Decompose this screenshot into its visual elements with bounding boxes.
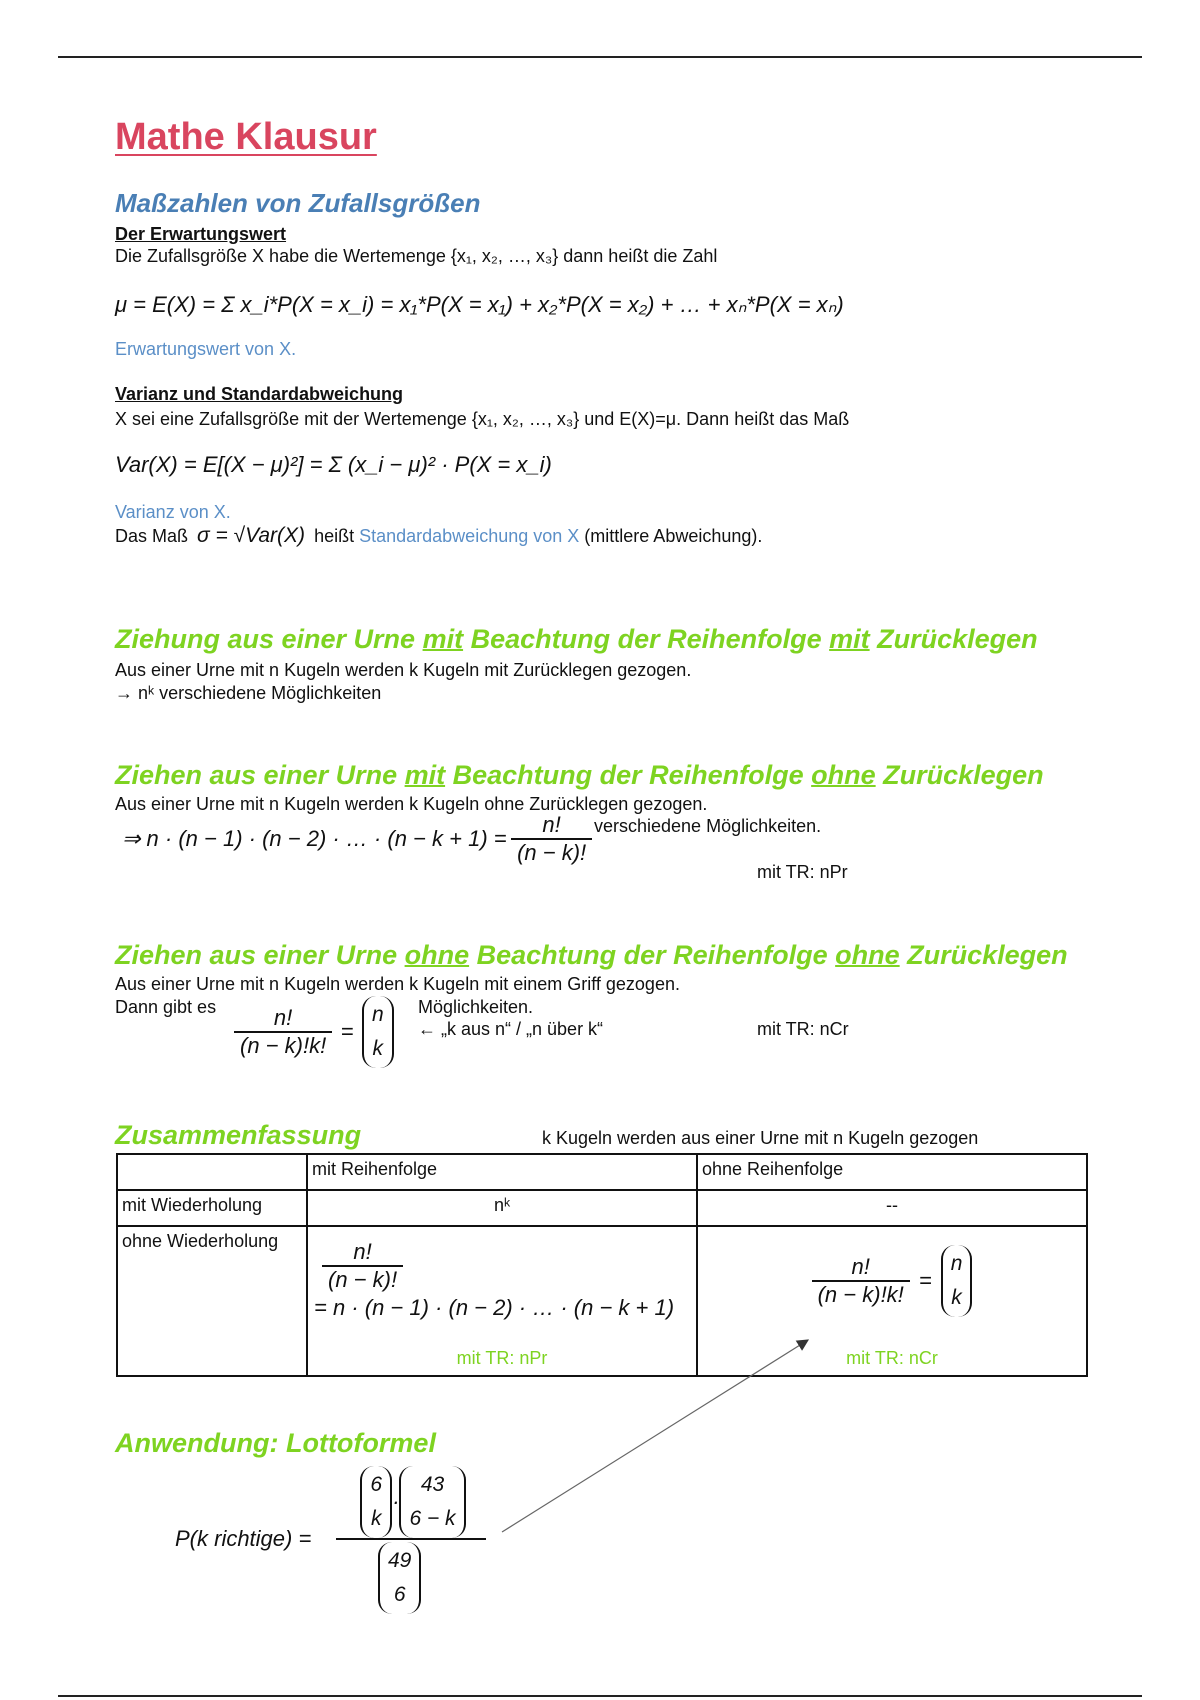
heading-underlined: mit bbox=[404, 760, 446, 790]
heading-underlined: mit bbox=[829, 624, 870, 654]
section3-line1: Aus einer Urne mit n Kugeln werden k Kugeln ohne Zurücklegen gezogen. bbox=[115, 794, 708, 814]
binom-top: n bbox=[950, 1252, 963, 1275]
heading-underlined: mit bbox=[422, 624, 464, 654]
subheading-erwartungswert: Der Erwartungswert bbox=[115, 224, 287, 244]
page-title: Mathe Klausur bbox=[115, 116, 377, 158]
erwartung-label: Erwartungswert von X. bbox=[115, 339, 297, 359]
summary-note: k Kugeln werden aus einer Urne mit n Kugeln gezogen bbox=[542, 1128, 979, 1148]
section4-line1: Aus einer Urne mit n Kugeln werden k Kugeln mit einem Griff gezogen. bbox=[115, 974, 680, 994]
varianz-intro: X sei eine Zufallsgröße mit der Wertemenge {x₁, x₂, …, x₃} und E(X)=μ. Dann heißt das Maß bbox=[115, 409, 850, 429]
heading-part: Zurücklegen bbox=[869, 624, 1038, 654]
fraction-numerator: n! bbox=[322, 1239, 403, 1267]
fraction-denominator: (n − k)!k! bbox=[817, 1282, 904, 1307]
binom-top: 43 bbox=[420, 1473, 445, 1496]
binom-bottom: k bbox=[372, 1037, 384, 1060]
binom-top: n bbox=[371, 1003, 384, 1026]
binom-bottom: 6 bbox=[393, 1583, 406, 1606]
fraction-numerator: n! bbox=[812, 1254, 910, 1282]
erwartung-formula: μ = E(X) = Σ x_i*P(X = x_i) = x₁*P(X = x₁) + x₂*P(X = x₂) + … + xₙ*P(X = xₙ) bbox=[115, 292, 844, 317]
std-suffix: (mittlere Abweichung). bbox=[584, 526, 763, 546]
fraction-denominator: (n − k)! bbox=[328, 1267, 398, 1292]
section4-tr: mit TR: nCr bbox=[757, 1019, 849, 1039]
section-heading-masszahlen: Maßzahlen von Zufallsgrößen bbox=[115, 188, 481, 218]
table-row-label-ohne-wiederholung: ohne Wiederholung bbox=[117, 1226, 307, 1376]
binom-bottom: 6 − k bbox=[409, 1507, 456, 1530]
section2-line2: → nᵏ verschiedene Möglichkeiten bbox=[115, 683, 382, 703]
fraction-numerator: n! bbox=[234, 1005, 332, 1033]
fraction-numerator: n! bbox=[511, 812, 592, 840]
section4-suffix1: Möglichkeiten. bbox=[418, 997, 534, 1017]
table-cell-n-hoch-k: nᵏ bbox=[307, 1190, 697, 1226]
lotto-heading: Anwendung: Lottoformel bbox=[115, 1428, 436, 1458]
binom-bottom: k bbox=[371, 1507, 382, 1530]
table-header-ohne-reihenfolge: ohne Reihenfolge bbox=[697, 1154, 1087, 1190]
table-permutation-product: = n · (n − 1) · (n − 2) · … · (n − k + 1) bbox=[314, 1295, 675, 1320]
heading-underlined: ohne bbox=[835, 940, 900, 970]
table-row-label-mit-wiederholung: mit Wiederholung bbox=[117, 1190, 307, 1226]
binom-top: 6 bbox=[370, 1473, 383, 1496]
table-tr-npr: mit TR: nPr bbox=[456, 1348, 548, 1368]
table-header-mit-reihenfolge: mit Reihenfolge bbox=[307, 1154, 697, 1190]
std-mid: heißt bbox=[314, 526, 355, 546]
std-formula: σ = √Var(X) bbox=[197, 524, 306, 547]
heading-part: Zurücklegen bbox=[875, 760, 1044, 790]
section4-prefix: Dann gibt es bbox=[115, 997, 217, 1017]
equals-sign: = bbox=[340, 1019, 354, 1044]
section4-suffix2: ← „k aus n“ / „n über k“ bbox=[418, 1019, 604, 1039]
subheading-varianz: Varianz und Standardabweichung bbox=[115, 384, 404, 404]
table-cell-dashes: -- bbox=[697, 1190, 1087, 1226]
section2-line1: Aus einer Urne mit n Kugeln werden k Kugeln mit Zurücklegen gezogen. bbox=[115, 660, 692, 680]
heading-part: Beachtung der Reihenfolge bbox=[469, 940, 836, 970]
bottom-rule bbox=[58, 1695, 1142, 1697]
std-prefix: Das Maß bbox=[115, 526, 189, 546]
multiplication-dot: · bbox=[392, 1489, 400, 1514]
table-tr-ncr: mit TR: nCr bbox=[846, 1348, 938, 1368]
varianz-formula: Var(X) = E[(X − μ)²] = Σ (x_i − μ)² · P(X = x_i) bbox=[115, 452, 552, 477]
heading-part: Zurücklegen bbox=[899, 940, 1068, 970]
section3-formula-text: ⇒ n · (n − 1) · (n − 2) · … · (n − k + 1) = bbox=[122, 826, 507, 851]
summary-heading: Zusammenfassung bbox=[115, 1120, 362, 1150]
erwartung-intro: Die Zufallsgröße X habe die Wertemenge {x₁, x₂, …, x₃} dann heißt die Zahl bbox=[115, 246, 718, 266]
section3-suffix: verschiedene Möglichkeiten. bbox=[594, 816, 822, 836]
heading-part: Beachtung der Reihenfolge bbox=[445, 760, 812, 790]
heading-part: Ziehung aus einer Urne bbox=[115, 624, 423, 654]
equals-sign: = bbox=[918, 1268, 932, 1293]
heading-part: Beachtung der Reihenfolge bbox=[463, 624, 830, 654]
heading-part: Ziehen aus einer Urne bbox=[115, 940, 405, 970]
fraction-denominator: (n − k)! bbox=[517, 840, 587, 865]
std-label: Standardabweichung von X bbox=[359, 526, 580, 546]
section3-tr: mit TR: nPr bbox=[757, 862, 848, 882]
heading-underlined: ohne bbox=[404, 940, 470, 970]
heading-part: Ziehen aus einer Urne bbox=[115, 760, 405, 790]
binom-top: 49 bbox=[388, 1549, 412, 1572]
fraction-denominator: (n − k)!k! bbox=[240, 1033, 327, 1058]
varianz-label: Varianz von X. bbox=[115, 502, 231, 522]
binom-bottom: k bbox=[951, 1286, 962, 1309]
heading-underlined: ohne bbox=[811, 760, 876, 790]
lotto-lhs: P(k richtige) = bbox=[175, 1526, 312, 1551]
